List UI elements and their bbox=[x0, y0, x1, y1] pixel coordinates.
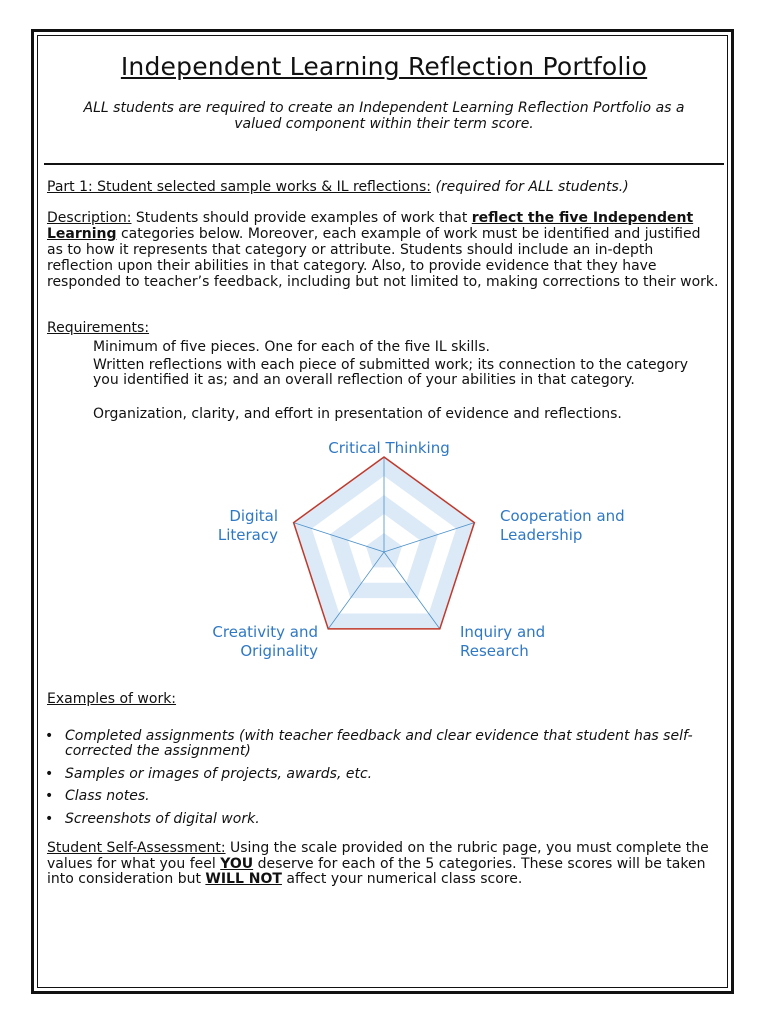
requirement-item: Minimum of five pieces. One for each of the five IL skills. bbox=[93, 339, 490, 355]
radar-axis-label-line: Literacy bbox=[217, 526, 278, 544]
radar-axis-label-line: Critical Thinking bbox=[328, 439, 450, 457]
radar-axis-label-line: Inquiry and bbox=[460, 623, 546, 641]
example-item: Completed assignments (with teacher feedback and clear evidence that student has self-corrected the assignment) bbox=[65, 728, 693, 759]
requirement-item: Written reflections with each piece of submitted work; its connection to the category you identified it as; and an overall reflection of your abilities in that category. bbox=[93, 357, 689, 388]
description-bold: reflect the five Independent Learning bbox=[47, 210, 694, 242]
self-assessment-will-not: WILL NOT bbox=[205, 871, 282, 887]
radar-axis-label-line: Digital bbox=[229, 507, 278, 525]
requirement-item: Organization, clarity, and effort in presentation of evidence and reflections. bbox=[93, 406, 622, 422]
self-assessment-label: Student Self-Assessment: bbox=[47, 840, 226, 856]
requirements-label: Requirements: bbox=[47, 320, 150, 336]
self-assessment-text-2: deserve for each of the 5 categories. These scores will be taken into consideration but bbox=[47, 855, 706, 887]
page-title: Independent Learning Reflection Portfolio bbox=[120, 52, 648, 81]
description-label: Description: bbox=[47, 210, 132, 226]
description-text-1: Students should provide examples of work that bbox=[131, 210, 472, 226]
radar-axis-label-line: Cooperation and bbox=[500, 507, 625, 525]
radar-axis-label bbox=[218, 507, 278, 544]
bullet-icon: • bbox=[45, 728, 54, 744]
bullet-icon: • bbox=[45, 811, 54, 827]
part1-heading: Part 1: Student selected sample works & IL reflections: bbox=[47, 179, 432, 195]
radar-axis-label bbox=[500, 507, 625, 544]
examples-label: Examples of work: bbox=[47, 691, 177, 707]
self-assessment-paragraph bbox=[47, 841, 719, 888]
radar-axis-label-line: Originality bbox=[240, 642, 318, 660]
radar-axis-label bbox=[212, 623, 318, 660]
self-assessment-text-1: Using the scale provided on the rubric page, you must complete the values for what you feel bbox=[47, 840, 709, 872]
bullet-icon: • bbox=[45, 788, 54, 804]
page-subtitle: ALL students are required to create an Independent Learning Reflection Portfolio as a valued component within their term score. bbox=[83, 100, 685, 132]
self-assessment-you: YOU bbox=[220, 855, 254, 872]
description-text-2: categories below. Moreover, each example of work must be identified and justified as to how it represents that category or attribute. Students should include an in-depth reflection upon their abilities in that category. Also, to provide evidence that they have responded to teacher’s feedback, including but not limited to, making corrections to their work. bbox=[47, 226, 719, 290]
example-item: Screenshots of digital work. bbox=[65, 811, 260, 827]
self-assessment-text-3: affect your numerical class score. bbox=[281, 871, 523, 887]
radar-axis-label bbox=[460, 623, 545, 660]
radar-axis-label-line: Research bbox=[460, 642, 529, 660]
example-item: Samples or images of projects, awards, etc. bbox=[65, 766, 373, 782]
radar-axis-label-line: Leadership bbox=[500, 526, 583, 544]
part1-note: (required for ALL students.) bbox=[431, 179, 629, 195]
example-item: Class notes. bbox=[65, 788, 150, 804]
radar-axis-label-line: Creativity and bbox=[212, 623, 318, 641]
radar-axis-label bbox=[328, 439, 449, 457]
bullet-icon: • bbox=[45, 766, 54, 782]
